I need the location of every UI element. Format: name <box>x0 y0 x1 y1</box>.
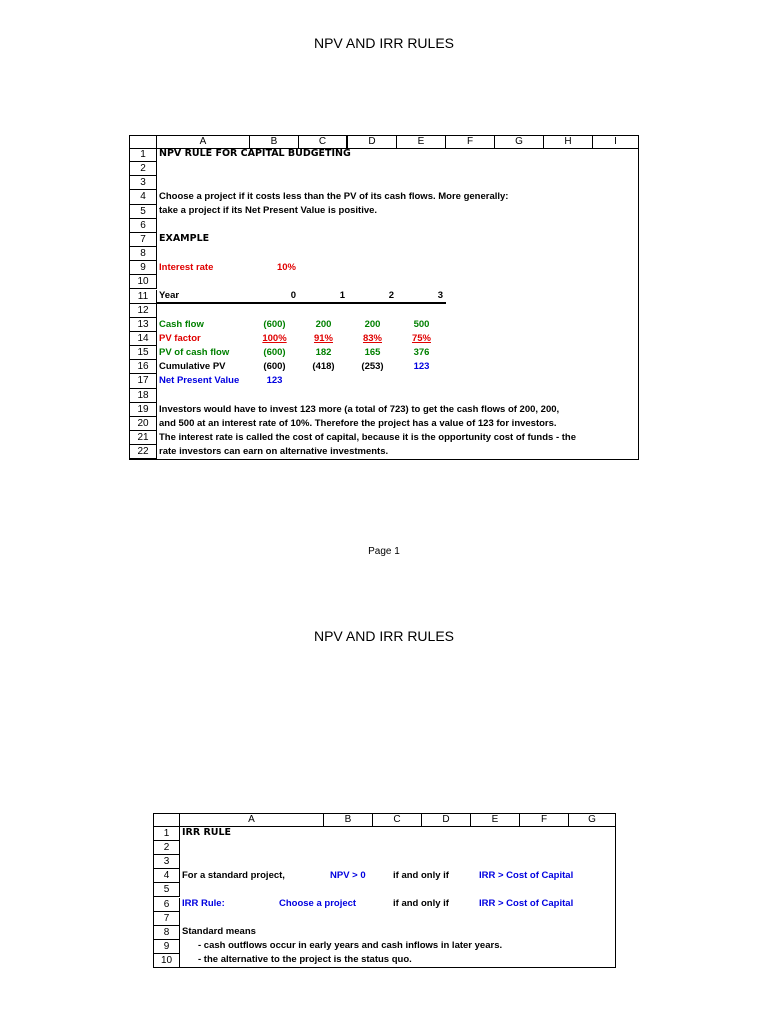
interest-rate-label: Interest rate <box>159 262 214 273</box>
row-header-7[interactable]: 7 <box>130 233 157 247</box>
choose-project-text: Choose a project <box>279 898 357 909</box>
cumulative-pv-3: 123 <box>413 361 430 372</box>
npv-condition: NPV > 0 <box>330 870 366 881</box>
row-header-8[interactable]: 8 <box>130 247 157 261</box>
text-line-4: Choose a project if it costs less than the PV of its cash flows. More generally: <box>159 191 509 202</box>
col-header-e-2[interactable]: E <box>471 814 520 827</box>
row-header-11[interactable]: 11 <box>130 290 157 304</box>
row-header-2[interactable]: 2 <box>130 162 157 176</box>
spreadsheet-irr <box>153 813 616 968</box>
row-header-2-7[interactable]: 7 <box>154 912 180 926</box>
pv-factor-label: PV factor <box>159 333 201 344</box>
row-header-20[interactable]: 20 <box>130 417 157 431</box>
row-header-18[interactable]: 18 <box>130 389 157 403</box>
page-title-2: NPV AND IRR RULES <box>313 628 455 644</box>
col-header-f-2[interactable]: F <box>520 814 569 827</box>
spreadsheet-npv <box>129 135 639 460</box>
pv-cash-flow-1: 182 <box>315 347 332 358</box>
row-header-10[interactable]: 10 <box>130 275 157 289</box>
page-title: NPV AND IRR RULES <box>313 35 455 51</box>
bullet-2: - the alternative to the project is the status quo. <box>198 954 412 965</box>
irr-rule-label: IRR Rule: <box>182 898 225 909</box>
iff-text-2: if and only if <box>393 898 449 909</box>
col-header-d[interactable]: D <box>348 136 397 149</box>
row-header-15[interactable]: 15 <box>130 346 157 360</box>
std-project-text: For a standard project, <box>182 870 285 881</box>
col-header-b[interactable]: B <box>250 136 299 149</box>
pv-cash-flow-2: 165 <box>364 347 381 358</box>
text-line-19: Investors would have to invest 123 more (a total of 723) to get the cash flows of 200, 200, <box>159 404 560 415</box>
row-header-19[interactable]: 19 <box>130 403 157 417</box>
row-header-2-9[interactable]: 9 <box>154 940 180 954</box>
row-header-4[interactable]: 4 <box>130 190 157 204</box>
row-header-2-10[interactable]: 10 <box>154 954 180 968</box>
col-header-e[interactable]: E <box>397 136 446 149</box>
year-1: 1 <box>339 290 345 301</box>
row-header-2-5[interactable]: 5 <box>154 883 180 897</box>
row-header-2-6[interactable]: 6 <box>154 898 180 912</box>
year-2: 2 <box>388 290 394 301</box>
row-header-22[interactable]: 22 <box>130 445 157 459</box>
pv-factor-2: 83% <box>362 333 382 344</box>
text-line-22: rate investors can earn on alternative investments. <box>159 446 389 457</box>
irr-condition-1: IRR > Cost of Capital <box>479 870 574 881</box>
row-header-2-2[interactable]: 2 <box>154 841 180 855</box>
irr-condition-2: IRR > Cost of Capital <box>479 898 574 909</box>
cumulative-pv-2: (253) <box>361 361 384 372</box>
text-line-5: take a project if its Net Present Value is positive. <box>159 205 378 216</box>
col-header-c[interactable]: C <box>299 136 348 149</box>
cash-flow-3: 500 <box>413 319 430 330</box>
standard-means-text: Standard means <box>182 926 256 937</box>
cumulative-pv-1: (418) <box>312 361 335 372</box>
npv-value: 123 <box>266 375 283 386</box>
example-heading: EXAMPLE <box>159 233 210 244</box>
col-header-c-2[interactable]: C <box>373 814 422 827</box>
cumulative-pv-label: Cumulative PV <box>159 361 226 372</box>
col-header-g-2[interactable]: G <box>569 814 615 827</box>
text-line-21: The interest rate is called the cost of capital, because it is the opportunity cost of funds - the <box>159 432 577 443</box>
row-header-5[interactable]: 5 <box>130 205 157 219</box>
year-underline <box>157 302 446 304</box>
heading-irr-rule: IRR RULE <box>182 827 232 838</box>
pv-factor-3: 75% <box>411 333 431 344</box>
pv-factor-0: 100% <box>262 333 287 344</box>
iff-text-1: if and only if <box>393 870 449 881</box>
col-header-d-2[interactable]: D <box>422 814 471 827</box>
interest-rate-value: 10% <box>276 262 296 273</box>
row-header-1[interactable]: 1 <box>130 148 157 162</box>
col-header-b-2[interactable]: B <box>324 814 373 827</box>
row-header-12[interactable]: 12 <box>130 304 157 318</box>
col-header-a[interactable]: A <box>157 136 250 149</box>
col-header-i[interactable]: I <box>593 136 638 149</box>
row-header-2-3[interactable]: 3 <box>154 855 180 869</box>
col-header-h[interactable]: H <box>544 136 593 149</box>
year-3: 3 <box>437 290 443 301</box>
col-header-g[interactable]: G <box>495 136 544 149</box>
pv-cash-flow-label: PV of cash flow <box>159 347 230 358</box>
col-header-a-2[interactable]: A <box>180 814 324 827</box>
heading-npv-rule: NPV RULE FOR CAPITAL BUDGETING <box>159 148 351 159</box>
cash-flow-0: (600) <box>263 319 286 330</box>
cash-flow-label: Cash flow <box>159 319 204 330</box>
row-header-6[interactable]: 6 <box>130 219 157 233</box>
year-0: 0 <box>290 290 296 301</box>
corner-cell-2[interactable] <box>154 814 180 827</box>
row-header-9[interactable]: 9 <box>130 261 157 275</box>
row-header-17[interactable]: 17 <box>130 374 157 388</box>
pv-cash-flow-0: (600) <box>263 347 286 358</box>
col-header-f[interactable]: F <box>446 136 495 149</box>
cumulative-pv-0: (600) <box>263 361 286 372</box>
pv-cash-flow-3: 376 <box>413 347 430 358</box>
bullet-1: - cash outflows occur in early years and cash inflows in later years. <box>198 940 503 951</box>
row-header-16[interactable]: 16 <box>130 360 157 374</box>
cash-flow-1: 200 <box>315 319 332 330</box>
page-number: Page 1 <box>368 546 400 557</box>
year-label: Year <box>159 290 180 301</box>
row-header-2-4[interactable]: 4 <box>154 869 180 883</box>
row-header-2-8[interactable]: 8 <box>154 926 180 940</box>
row-header-13[interactable]: 13 <box>130 318 157 332</box>
cash-flow-2: 200 <box>364 319 381 330</box>
row-header-3[interactable]: 3 <box>130 176 157 190</box>
pv-factor-1: 91% <box>313 333 333 344</box>
npv-label: Net Present Value <box>159 375 240 386</box>
row-header-14[interactable]: 14 <box>130 332 157 346</box>
row-header-2-1[interactable]: 1 <box>154 827 180 841</box>
row-header-21[interactable]: 21 <box>130 431 157 445</box>
text-line-20: and 500 at an interest rate of 10%. Therefore the project has a value of 123 for investors. <box>159 418 557 429</box>
